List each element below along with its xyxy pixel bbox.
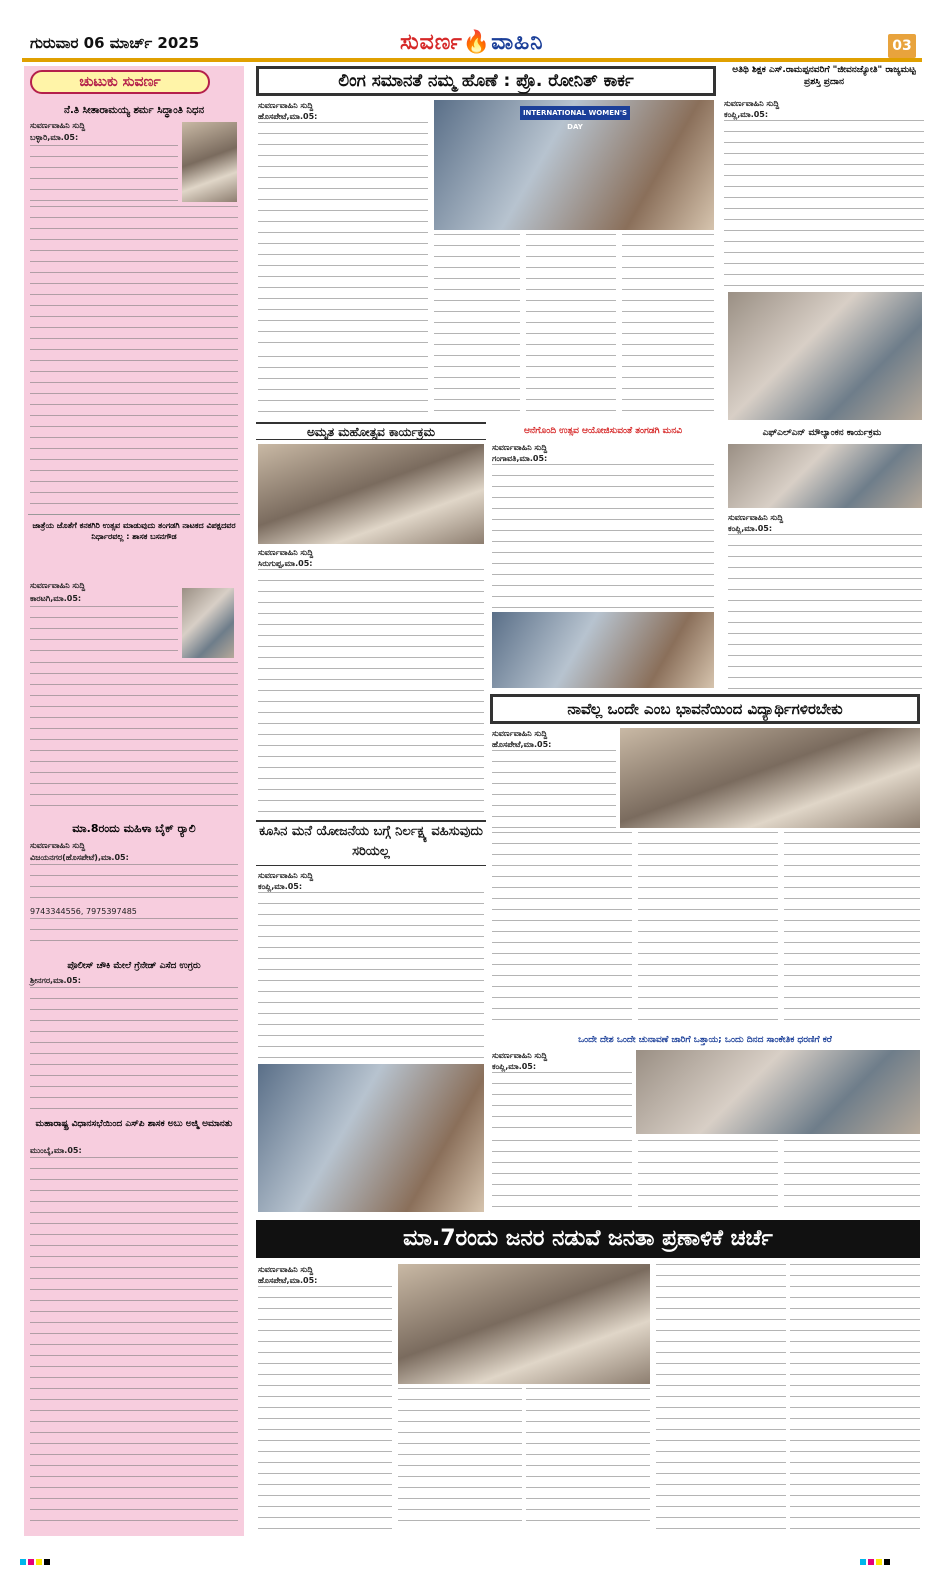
- sidebar-story-4-headline: ಪೊಲೀಸ್ ಚೌಕಿ ಮೇಲೆ ಗ್ರೆನೇಡ್ ಎಸೆದ ಉಗ್ರರು: [67, 961, 201, 971]
- logo-part-2: ವಾಹಿನಿ: [491, 30, 544, 55]
- one-nation-story-photo: [636, 1050, 920, 1134]
- koosina-story-byline: ಸುವರ್ಣವಾಹಿನಿ ಸುದ್ದಿ: [258, 871, 314, 880]
- right-top-story-dateline: ಕಂಪ್ಲಿ,ಮಾ.05:: [724, 110, 769, 119]
- sidebar-story-2-body: [30, 606, 178, 661]
- sidebar-story-1-body-cont: [30, 206, 238, 512]
- amrit-story-headline: ಅಮೃತ ಮಹೋತ್ಸವ ಕಾರ್ಯಕ್ರಮ: [256, 422, 486, 440]
- anegundi-story-byline: ಸುವರ್ಣವಾಹಿನಿ ಸುದ್ದಿ: [492, 443, 548, 452]
- masthead-rule: [22, 58, 922, 62]
- sidebar-story-1-headline: ನೆ.ತಿ ಸೀತಾರಾಮಯ್ಯ ಶರ್ಮ ಸಿದ್ಧಾಂತಿ ನಿಧನ: [63, 105, 204, 116]
- right-top-story-body: [724, 120, 924, 290]
- koosina-story-headline: ಕೂಸಿನ ಮನೆ ಯೋಜನೆಯ ಬಗ್ಗೆ ನಿರ್ಲಕ್ಷ್ಯ ವಹಿಸುವುದು ಸರಿಯಲ್ಲ: [256, 820, 486, 866]
- top-story-col-1-cont: [258, 356, 428, 414]
- sidebar-story-2-headline: ಜಾತ್ರೆಯ ಜೊತೆಗೆ ಕನಕಗಿರಿ ಉತ್ಸವ ಮಾಡುವುದು ತಂಗಡಗಿ ನಾಟಕದ ವಿಪಕ್ಷದವರ ನಿರ್ಧಾರವಲ್ಲ : ಶಾಸಕ ಬಸನಗೌಡ: [32, 521, 236, 541]
- page-number-badge: 03: [888, 34, 916, 58]
- flm-story-photo: [728, 444, 922, 508]
- sidebar-story-1-dateline: ಬಳ್ಳಾರಿ,ಮಾ.05:: [30, 133, 79, 142]
- anegundi-story-dateline: ಗಂಗಾವತಿ,ಮಾ.05:: [492, 454, 548, 463]
- amrit-story-body: [258, 569, 484, 817]
- right-top-story-headline: ಅತಿಥಿ ಶಿಕ್ಷಕ ಎಸ್.ರಾಮಪ್ಪನವರಿಗೆ "ಜೀವನಜ್ಯೋತಿ" ರಾಜ್ಯಮಟ್ಟ ಪ್ರಶಸ್ತಿ ಪ್ರದಾನ: [732, 65, 916, 87]
- bottom-story-col-1: [258, 1286, 392, 1530]
- koosina-story-dateline: ಕಂಪ್ಲಿ,ಮಾ.05:: [258, 882, 303, 891]
- top-story-col-3: [526, 234, 616, 414]
- sidebar-title: ಚುಟುಕು ಸುವರ್ಣ: [30, 70, 210, 94]
- sidebar-divider: [28, 514, 240, 515]
- nuvella-story-dateline: ಹೊಸಪೇಟೆ,ಮಾ.05:: [492, 740, 552, 749]
- sidebar-story-3-headline: ಮಾ.8ರಂದು ಮಹಿಳಾ ಬೈಕ್ ರ್‍ಯಾಲಿ: [72, 822, 196, 835]
- one-nation-story-dateline: ಕಂಪ್ಲಿ,ಮಾ.05:: [492, 1062, 537, 1071]
- right-top-story-byline: ಸುವರ್ಣವಾಹಿನಿ ಸುದ್ದಿ: [724, 99, 780, 108]
- one-nation-story-col-3: [784, 1140, 920, 1210]
- flm-story-dateline: ಕಂಪ್ಲಿ,ಮಾ.05:: [728, 524, 773, 533]
- anegundi-story-photo: [492, 612, 714, 688]
- nuvella-story-headline: ನಾವೆಲ್ಲ ಒಂದೇ ಎಂಬ ಭಾವನೆಯಿಂದ ವಿದ್ಯಾರ್ಥಿಗಳಿರಬೇಕು: [490, 694, 920, 724]
- sidebar-story-2-byline: ಸುವರ್ಣವಾಹಿನಿ ಸುದ್ದಿ: [30, 581, 86, 590]
- bottom-story-col-3: [526, 1388, 650, 1530]
- one-nation-story-headline: ಒಂದೇ ದೇಶ ಒಂದೇ ಚುನಾವಣೆ ಜಾರಿಗೆ ಒತ್ತಾಯ; ಒಂದು ದಿನದ ಸಾಂಕೇತಿಕ ಧರಣಿಗೆ ಕರೆ: [578, 1035, 832, 1045]
- one-nation-story-col-2: [638, 1140, 778, 1210]
- koosina-story-photo: [258, 1064, 484, 1212]
- masthead-logo: [400, 30, 543, 55]
- print-color-marks: [20, 1550, 80, 1560]
- nuvella-story-col-1: [492, 832, 632, 1028]
- photo-banner-text: INTERNATIONAL WOMEN'S DAY: [520, 106, 630, 120]
- sidebar-story-3-phones: 9743344556, 7975397485: [30, 907, 137, 916]
- masthead-date: ಗುರುವಾರ 06 ಮಾರ್ಚ್ 2025: [30, 34, 200, 52]
- nuvella-story-body-1: [492, 750, 616, 830]
- sidebar-story-5-body: [30, 1157, 238, 1527]
- sidebar-story-2-body-cont: [30, 662, 238, 812]
- amrit-story-byline: ಸುವರ್ಣವಾಹಿನಿ ಸುದ್ದಿ: [258, 548, 314, 557]
- sidebar-story-5-dateline: ಮುಂಬೈ,ಮಾ.05:: [30, 1146, 82, 1155]
- one-nation-story-byline: ಸುವರ್ಣವಾಹಿನಿ ಸುದ್ದಿ: [492, 1051, 548, 1060]
- one-nation-story-col-1: [492, 1140, 632, 1210]
- sidebar-story-5-headline: ಮಹಾರಾಷ್ಟ್ರ ವಿಧಾನಸಭೆಯಿಂದ ಎಸ್‌ಪಿ ಶಾಸಕ ಅಬು ಅಜ್ಮಿ ಅಮಾನತು: [35, 1119, 233, 1129]
- logo-flame-icon: 🔥: [462, 30, 492, 55]
- bottom-story-col-5: [790, 1264, 920, 1530]
- flm-story-body: [728, 534, 922, 692]
- sidebar-story-4-dateline: ಶ್ರೀನಗರ,ಮಾ.05:: [30, 976, 81, 985]
- top-story-byline: ಸುವರ್ಣವಾಹಿನಿ ಸುದ್ದಿ: [258, 101, 314, 110]
- sidebar-story-3-byline: ಸುವರ್ಣವಾಹಿನಿ ಸುದ್ದಿ: [30, 841, 86, 850]
- bottom-story-dateline: ಹೊಸಪೇಟೆ,ಮಾ.05:: [258, 1276, 318, 1285]
- sidebar-story-3-dateline: ವಿಜಯನಗರ(ಹೊಸಪೇಟೆ),ಮಾ.05:: [30, 853, 129, 862]
- sidebar-story-1-photo: [182, 122, 237, 202]
- top-story-col-4: [622, 234, 714, 414]
- bottom-story-col-2: [398, 1388, 522, 1530]
- nuvella-story-photo: [620, 728, 920, 828]
- flm-story-headline: ಎಫ್‌ಎಲ್‌ಎನ್ ಮೌಲ್ಯಾಂಕನ ಕಾರ್ಯಕ್ರಮ: [762, 428, 882, 438]
- sidebar-story-3-body-cont: [30, 918, 238, 948]
- nuvella-story-col-3: [784, 832, 920, 1028]
- bottom-story-photo: [398, 1264, 650, 1384]
- amrit-story-photo: [258, 444, 484, 544]
- koosina-story-body: [258, 892, 484, 1062]
- sidebar-story-3-body: [30, 864, 238, 904]
- bottom-story-byline: ಸುವರ್ಣವಾಹಿನಿ ಸುದ್ದಿ: [258, 1265, 314, 1274]
- nuvella-story-byline: ಸುವರ್ಣವಾಹಿನಿ ಸುದ್ದಿ: [492, 729, 548, 738]
- top-story-dateline: ಹೊಸಪೇಟೆ,ಮಾ.05:: [258, 112, 318, 121]
- top-story-headline: ಲಿಂಗ ಸಮಾನತೆ ನಮ್ಮ ಹೊಣೆ : ಪ್ರೊ. ರೋನಿತ್ ಕಾರ್ಕ: [256, 66, 716, 96]
- amrit-story-dateline: ಸಿರುಗುಪ್ಪ,ಮಾ.05:: [258, 559, 313, 568]
- right-top-story-photo: [728, 292, 922, 420]
- bottom-story-headline: ಮಾ.7ರಂದು ಜನರ ನಡುವೆ ಜನತಾ ಪ್ರಣಾಳಿಕೆ ಚರ್ಚೆ: [256, 1220, 920, 1258]
- top-story-col-2: [434, 234, 520, 414]
- anegundi-story-headline: ಆನೆಗೊಂದಿ ಉತ್ಸವ ಆಯೋಜಿಸುವಂತೆ ತಂಗಡಗಿ ಮನವಿ: [523, 426, 683, 436]
- bottom-story-col-4: [656, 1264, 786, 1530]
- nuvella-story-col-2: [638, 832, 778, 1028]
- one-nation-story-body-1: [492, 1072, 632, 1138]
- sidebar-story-1-byline: ಸುವರ್ಣವಾಹಿನಿ ಸುದ್ದಿ: [30, 121, 86, 130]
- print-color-marks-right: [860, 1550, 920, 1560]
- anegundi-story-body: [492, 464, 714, 610]
- logo-part-1: ಸುವರ್ಣ: [400, 30, 463, 55]
- sidebar-story-1-body: [30, 145, 178, 205]
- sidebar-story-2-photo: [182, 588, 234, 658]
- flm-story-byline: ಸುವರ್ಣವಾಹಿನಿ ಸುದ್ದಿ: [728, 513, 784, 522]
- sidebar-story-2-dateline: ಕಾರಟಗಿ,ಮಾ.05:: [30, 594, 82, 603]
- top-story-col-1: [258, 122, 428, 352]
- sidebar-story-4-body: [30, 987, 238, 1112]
